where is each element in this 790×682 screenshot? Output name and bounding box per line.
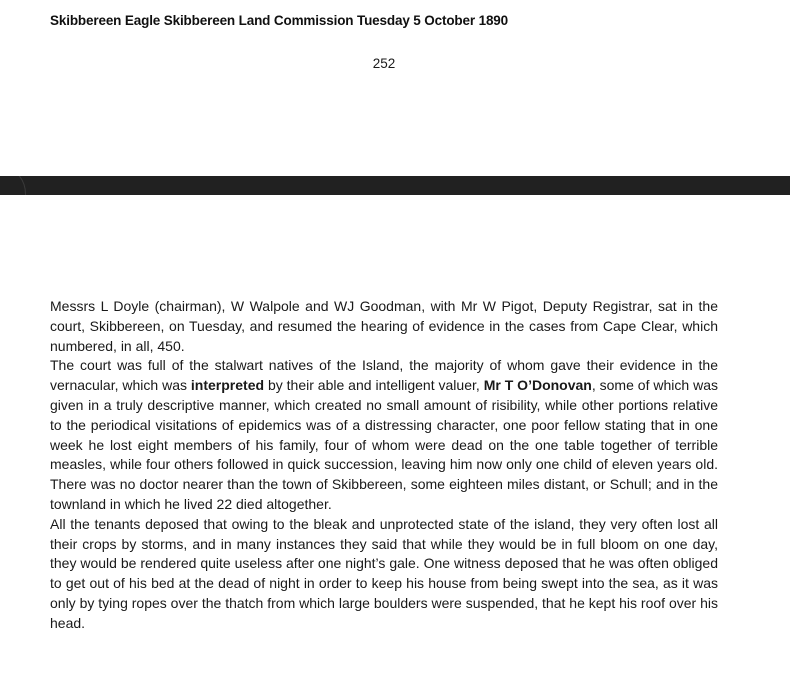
paragraph	[50, 297, 718, 356]
paragraph	[50, 515, 718, 634]
scan-arc-artifact	[0, 176, 26, 195]
text-segment: , some of which was given in a truly descriptive manner, which created no small amount of risibility, while other portions relative to the periodical visitations of epidemics was of a distressing character, one poor fellow stating that in one week he lost eight members of his family, four of whom were dead on the one table together of terrible measles, while four others followed in quick succession, leaving him now only one child of eleven years old. There was no doctor nearer than the town of Skibbereen, some eighteen miles distant, or Schull; and in the townland in which he lived 22 died altogether.	[50, 377, 718, 512]
paragraph	[50, 356, 718, 514]
text-segment: All the tenants deposed that owing to the bleak and unprotected state of the island, they very often lost all their crops by storms, and in many instances they said that while they would be in full bloom on one day, they would be rendered quite useless after one night’s gale. One witness deposed that he was often obliged to get out of his bed at the dead of night in order to keep his house from being swept into the sea, as it was only by tying ropes over the thatch from which large boulders were suspended, that he kept his roof over his head.	[50, 515, 718, 631]
text-segment: by their able and intelligent valuer,	[264, 377, 484, 394]
document-body	[50, 297, 718, 634]
text-segment: The court was full of the stalwart natives of the Island, the majority of whom gave their evidence in the vernacular, which was	[50, 357, 718, 394]
redaction-bar	[0, 176, 790, 195]
bold-text-segment: interpreted	[190, 377, 265, 394]
page-number: 252	[372, 56, 396, 71]
bold-text-segment: Mr T O’Donovan	[483, 377, 592, 394]
text-segment: Messrs L Doyle (chairman), W Walpole and WJ Goodman, with Mr W Pigot, Deputy Registrar, sat in the court, Skibbereen, on Tuesday, and resumed the hearing of evidence in the cases from Cape Clear, which numbered, in all, 450.	[50, 298, 718, 354]
document-title: Skibbereen Eagle Skibbereen Land Commission Tuesday 5 October 1890	[50, 13, 509, 28]
